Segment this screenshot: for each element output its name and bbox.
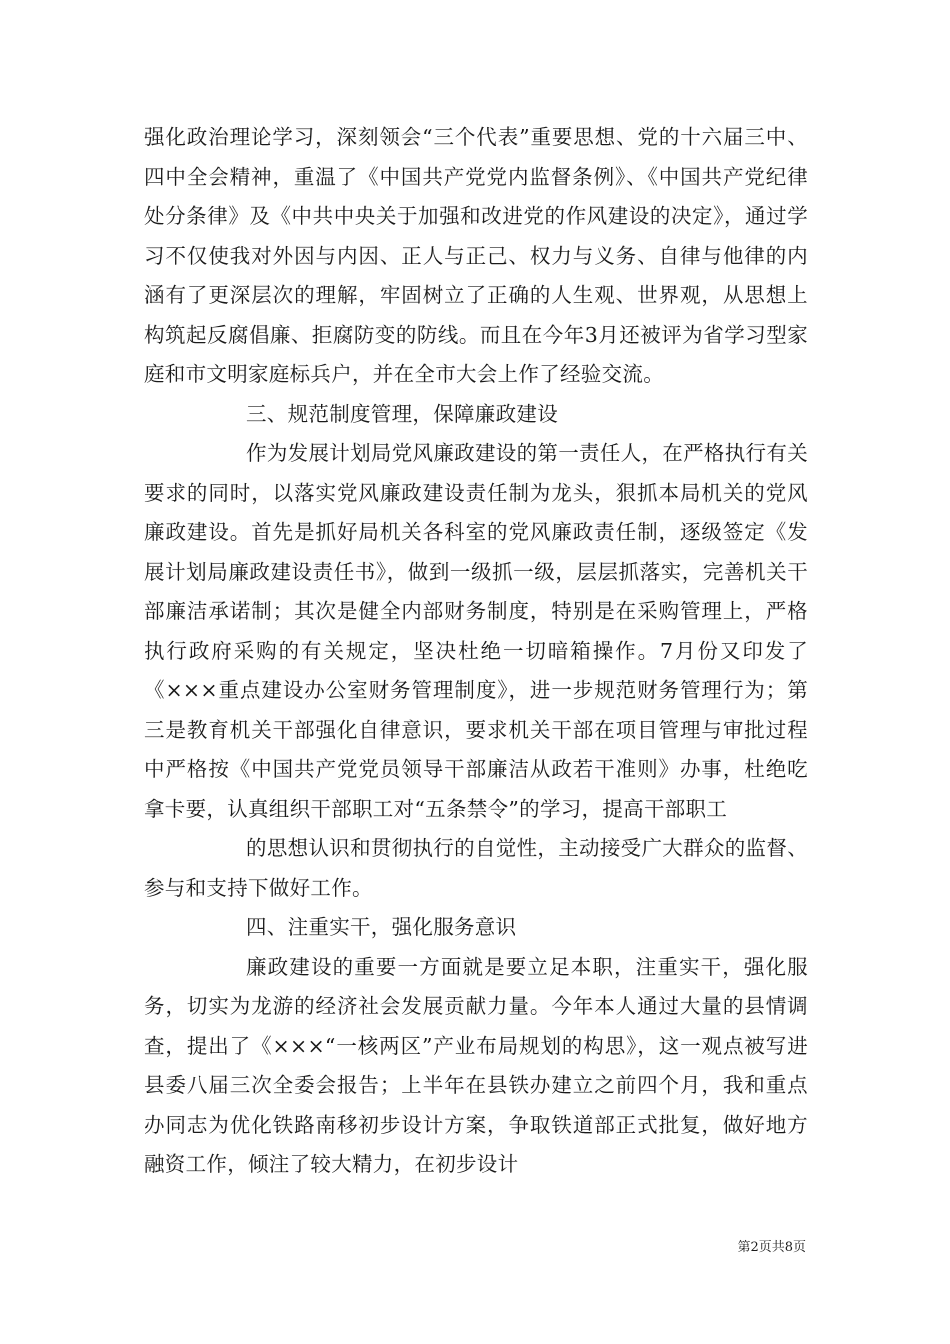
section-heading-4: 四、注重实干，强化服务意识: [246, 915, 517, 939]
paragraph-4: 廉政建设的重要一方面就是要立足本职，注重实干，强化服务，切实为龙游的经济社会发展贡献力量。今年本人通过大量的县情调查，提出了《×××“一核两区”产业布局规划的构思》，这一观点被写进县委八届三次全委会报告；上半年在县铁办建立之前四个月，我和重点办同志为优化铁路南移初步设计方案，争取铁道部正式批复，做好地方融资工作，倾注了较大精力，在初步设计: [144, 954, 808, 1176]
paragraph-2: 作为发展计划局党风廉政建设的第一责任人，在严格执行有关要求的同时，以落实党风廉政建设责任制为龙头，狠抓本局机关的党风廉政建设。首先是抓好局机关各科室的党风廉政责任制，逐级签定《发展计划局廉政建设责任书》，做到一级抓一级，层层抓落实，完善机关干部廉洁承诺制；其次是健全内部财务制度，特别是在采购管理上，严格执行政府采购的有关规定，坚决杜绝一切暗箱操作。7月份又印发了《×××重点建设办公室财务管理制度》，进一步规范财务管理行为；第三是教育机关干部强化自律意识，要求机关干部在项目管理与审批过程中严格按《中国共产党党员领导干部廉洁从政若干准则》办事，杜绝吃拿卡要，认真组织干部职工对“五条禁令”的学习，提高干部职工: [144, 441, 808, 821]
paragraph-3: 的思想认识和贯彻执行的自觉性，主动接受广大群众的监督、参与和支持下做好工作。: [144, 836, 808, 900]
document-body: [144, 118, 808, 1185]
page-number-footer: 第2页共8页: [737, 1240, 806, 1255]
section-heading-3: 三、规范制度管理，保障廉政建设: [246, 401, 558, 426]
paragraph-1: 强化政治理论学习，深刻领会“三个代表”重要思想、党的十六届三中、四中全会精神，重温了《中国共产党党内监督条例》、《中国共产党纪律处分条律》及《中共中央关于加强和改进党的作风建设的决定》，通过学习不仅使我对外因与内因、正人与正己、权力与义务、自律与他律的内涵有了更深层次的理解，牢固树立了正确的人生观、世界观，从思想上构筑起反腐倡廉、拒腐防变的防线。而且在今年3月还被评为省学习型家庭和市文明家庭标兵户，并在全市大会上作了经验交流。: [144, 125, 808, 386]
